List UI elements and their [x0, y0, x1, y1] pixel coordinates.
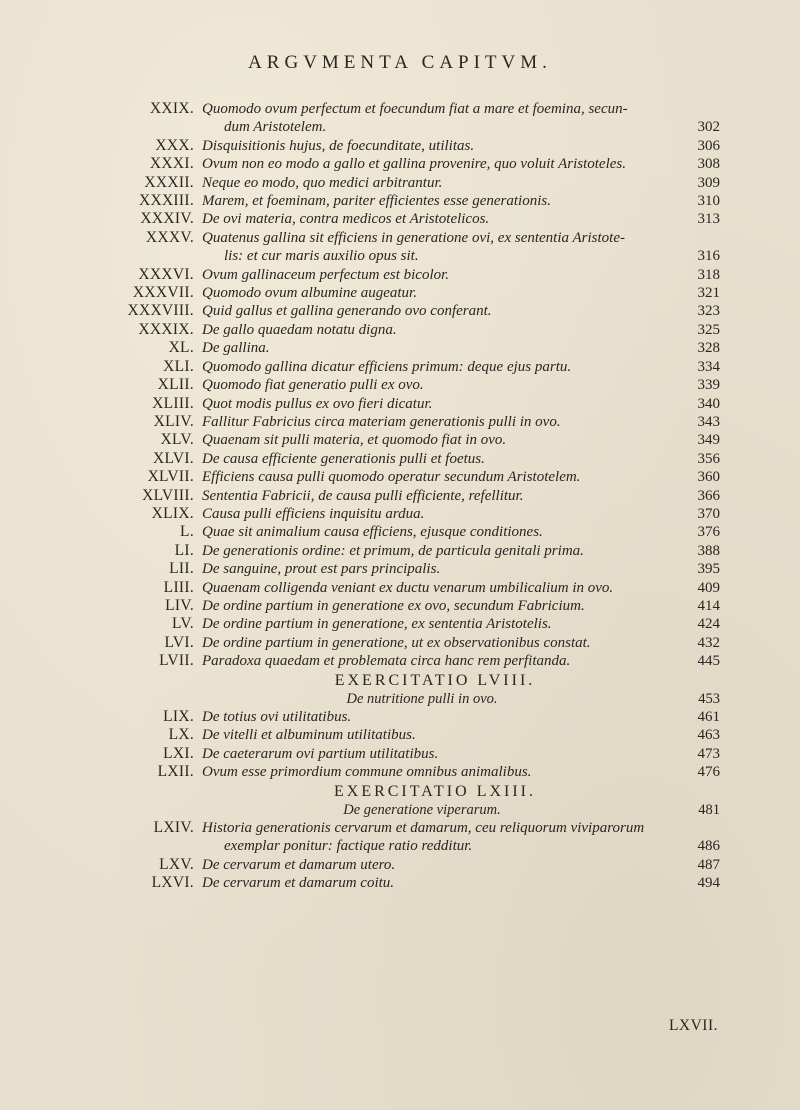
chapter-title: Causa pulli efficiens inquisitu ardua.: [202, 505, 425, 522]
chapter-entry: [110, 229, 720, 247]
page-number: 318: [697, 266, 720, 283]
chapter-entry: [110, 174, 720, 192]
chapter-entry: [110, 874, 720, 892]
page-number: 310: [697, 193, 720, 210]
subtitle-text: De nutritione pulli in ovo.: [346, 690, 498, 707]
chapter-title: De totius ovi utilitatibus.: [202, 709, 352, 725]
chapter-number: XXIX.: [149, 100, 194, 117]
chapter-entry: [110, 431, 720, 449]
chapter-entry: [110, 450, 720, 468]
chapter-entry: [110, 376, 720, 394]
chapter-entry: [110, 505, 720, 523]
page-number: 486: [697, 838, 720, 855]
page-number: 356: [697, 450, 720, 467]
chapter-entry-continuation: [110, 247, 720, 265]
chapter-number: LVII.: [159, 652, 194, 670]
page-number: 340: [697, 395, 720, 412]
chapter-number: XXXVII.: [132, 284, 194, 302]
chapter-number: XXXV.: [145, 228, 194, 246]
chapter-number: XLVII.: [147, 468, 194, 486]
page-number: 308: [697, 156, 720, 173]
chapter-entry: [110, 745, 720, 763]
chapter-number: XXXVIII.: [127, 302, 194, 320]
running-head: ARGVMENTA CAPITVM.: [248, 52, 552, 73]
subtitle-text: De generatione viperarum.: [343, 801, 501, 818]
chapter-number: LV.: [171, 615, 194, 633]
page-number: 306: [697, 137, 720, 154]
chapter-number: XXX.: [155, 136, 194, 154]
chapter-entry: [110, 560, 720, 578]
page-number: 313: [697, 211, 720, 228]
page-number: 334: [697, 358, 720, 375]
page-number: 325: [697, 321, 720, 338]
chapter-entry: [110, 266, 720, 284]
chapter-number: XXXIII.: [138, 192, 194, 210]
chapter-number: XLIV.: [153, 412, 194, 430]
chapter-number: XXXVI.: [138, 265, 194, 283]
chapter-title: Paradoxa quaedam et problemata circa hanc rem perfitanda.: [202, 653, 571, 670]
chapter-number: XLV.: [160, 431, 194, 449]
chapter-entry: [110, 339, 720, 357]
chapter-title: De ovi materia, contra medicos et Aristotelicos.: [202, 211, 490, 228]
chapter-entry: [110, 284, 720, 302]
chapter-number: XXXII.: [144, 173, 194, 191]
page-number: 481: [698, 801, 720, 818]
chapter-title: Quid gallus et gallina generando ovo conferant.: [202, 303, 492, 320]
chapter-title: Quomodo ovum albumine augeatur.: [202, 285, 417, 302]
section-subtitle: [110, 690, 720, 708]
page-number: 323: [697, 303, 720, 320]
chapter-title: De sanguine, prout est pars principalis.: [202, 561, 441, 578]
page-number: 360: [697, 469, 720, 486]
chapter-entry: [110, 192, 720, 210]
chapter-number: XXXIX.: [138, 320, 194, 338]
page-number: 445: [697, 653, 720, 670]
chapter-title: Marem, et foeminam, pariter efficientes esse generationis.: [202, 193, 551, 210]
chapter-entry: [110, 763, 720, 781]
chapter-number: XL.: [168, 339, 194, 357]
page-number: 339: [697, 377, 720, 394]
chapter-title: lis: et cur maris auxilio opus sit.: [224, 248, 419, 265]
chapter-title: Fallitur Fabricius circa materiam generationis pulli in ovo.: [202, 413, 561, 430]
page-number: 376: [697, 524, 720, 541]
chapter-title: Sententia Fabricii, de causa pulli efficiente, refellitur.: [202, 487, 524, 504]
chapter-entry: [110, 302, 720, 320]
chapter-title: Quae sit animalium causa efficiens, ejusque conditiones.: [202, 524, 543, 541]
chapter-number: XLII.: [157, 376, 194, 394]
chapter-entry: [110, 395, 720, 413]
page-number: 432: [697, 634, 720, 651]
chapter-number: XLIII.: [152, 394, 194, 412]
page-number: 302: [697, 119, 720, 136]
chapter-title: Efficiens causa pulli quomodo operatur secundum Aristotelem.: [202, 469, 581, 486]
chapter-number: XLVI.: [153, 449, 194, 467]
chapter-number: LX.: [168, 726, 194, 744]
page-number: 414: [697, 597, 720, 614]
section-subtitle: [110, 801, 720, 819]
page-number: 343: [697, 413, 720, 430]
chapter-entry-continuation: [110, 118, 720, 136]
chapter-title: De causa efficiente generationis pulli et foetus.: [202, 450, 485, 467]
chapter-entry: [110, 468, 720, 486]
chapter-entry: [110, 597, 720, 615]
chapter-number: LII.: [169, 560, 194, 578]
chapter-title: De gallo quaedam notatu digna.: [202, 321, 397, 338]
chapter-title: Neque eo modo, quo medici arbitrantur.: [202, 174, 443, 191]
chapter-entry: [110, 210, 720, 228]
chapter-title: De cervarum et damarum utero.: [202, 856, 396, 873]
chapter-title: De ordine partium in generatione, ut ex observationibus constat.: [202, 634, 591, 651]
section-heading: EXERCITATIO LVIII.: [334, 671, 536, 689]
chapter-number: LXIV.: [153, 819, 194, 837]
chapter-title: De cervarum et damarum coitu.: [202, 875, 395, 892]
page-number: 321: [697, 285, 720, 302]
chapter-number: LVI.: [164, 633, 194, 651]
chapter-entry: [110, 155, 720, 173]
chapter-entry: [110, 487, 720, 505]
chapter-title: Quatenus gallina sit efficiens in generatione ovi, ex sententia Aristote-: [202, 229, 625, 246]
chapter-number: LXV.: [159, 855, 194, 873]
chapter-number: LXI.: [163, 744, 194, 762]
page-number: 316: [697, 248, 720, 265]
chapter-entry: [110, 413, 720, 431]
chapter-title: Quaenam colligenda veniant ex ductu venarum umbilicalium in ovo.: [202, 579, 614, 596]
chapter-title: De caeterarum ovi partium utilitatibus.: [202, 745, 439, 762]
page-number: 395: [697, 561, 720, 578]
page-number: 366: [697, 487, 720, 504]
chapter-entry: [110, 819, 720, 837]
page-number: 424: [697, 616, 720, 633]
page-number: 388: [697, 542, 720, 559]
page-number: 494: [697, 875, 720, 892]
chapter-number: XLI.: [163, 357, 194, 375]
page-number: 461: [697, 709, 720, 725]
chapter-title: Historia generationis cervarum et damarum, ceu reliquorum viviparorum: [202, 820, 645, 837]
chapter-title: De ordine partium in generatione ex ovo, secundum Fabricium.: [202, 597, 585, 614]
page-number: 409: [697, 579, 720, 596]
chapter-entry: [110, 634, 720, 652]
chapter-title: dum Aristotelem.: [224, 119, 327, 136]
chapter-title: De ordine partium in generatione, ex sententia Aristotelis.: [202, 616, 552, 633]
page-number: 328: [697, 340, 720, 357]
page-number: 309: [697, 174, 720, 191]
chapter-number: LIV.: [165, 596, 194, 614]
chapter-list: [110, 100, 720, 893]
chapter-title: Quomodo ovum perfectum et foecundum fiat a mare et foemina, secun-: [202, 101, 628, 117]
chapter-title: Quot modis pullus ex ovo fieri dicatur.: [202, 395, 433, 412]
chapter-entry: [110, 100, 720, 118]
chapter-number: XXXIV.: [140, 210, 194, 228]
chapter-entry: [110, 137, 720, 155]
page-number: 370: [697, 505, 720, 522]
chapter-number: LXVI.: [151, 874, 194, 892]
chapter-number: LXII.: [157, 763, 194, 781]
chapter-title: Disquisitionis hujus, de foecunditate, utilitas.: [202, 137, 475, 154]
chapter-entry: [110, 358, 720, 376]
chapter-title: Ovum gallinaceum perfectum est bicolor.: [202, 266, 450, 283]
chapter-title: De gallina.: [202, 340, 270, 357]
chapter-entry: [110, 523, 720, 541]
chapter-entry: [110, 542, 720, 560]
chapter-number: LIX.: [163, 708, 194, 725]
catchword: LXVII.: [668, 1017, 718, 1034]
chapter-entry: [110, 726, 720, 744]
chapter-title: Ovum non eo modo a gallo et gallina provenire, quo voluit Aristoteles.: [202, 156, 626, 173]
chapter-number: XXXI.: [149, 155, 194, 173]
chapter-title: De vitelli et albuminum utilitatibus.: [202, 727, 416, 744]
chapter-entry: [110, 321, 720, 339]
chapter-title: Quomodo fiat generatio pulli ex ovo.: [202, 377, 424, 394]
chapter-number: L.: [180, 523, 194, 541]
page-number: 487: [697, 856, 720, 873]
chapter-title: Ovum esse primordium commune omnibus animalibus.: [202, 764, 532, 781]
section-heading: EXERCITATIO LXIII.: [333, 782, 536, 800]
chapter-entry-continuation: [110, 837, 720, 855]
chapter-entry: [110, 579, 720, 597]
chapter-entry: [110, 615, 720, 633]
chapter-number: LIII.: [163, 578, 194, 596]
chapter-entry: [110, 856, 720, 874]
page-number: 476: [697, 764, 720, 781]
chapter-title: Quaenam sit pulli materia, et quomodo fiat in ovo.: [202, 432, 507, 449]
chapter-title: exemplar ponitur: factique ratio redditur.: [224, 838, 473, 855]
chapter-number: LI.: [174, 541, 194, 559]
page-number: 349: [697, 432, 720, 449]
chapter-number: XLVIII.: [142, 486, 194, 504]
chapter-title: De generationis ordine: et primum, de particula genitali prima.: [202, 542, 584, 559]
chapter-entry: [110, 652, 720, 670]
page-number: 453: [698, 690, 720, 707]
chapter-entry: [110, 708, 720, 726]
page-number: 473: [697, 745, 720, 762]
chapter-title: Quomodo gallina dicatur efficiens primum: deque ejus partu.: [202, 358, 572, 375]
page-number: 463: [697, 727, 720, 744]
chapter-number: XLIX.: [151, 504, 194, 522]
